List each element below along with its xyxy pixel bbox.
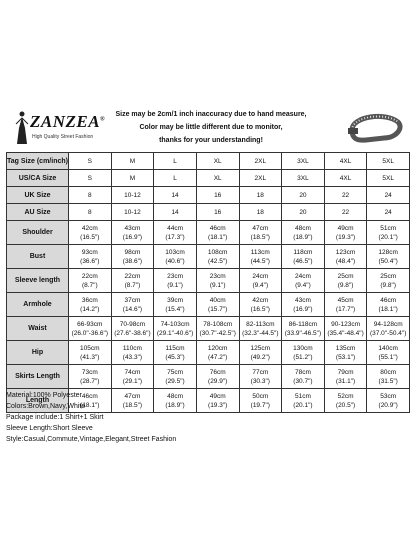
measure-cell xyxy=(239,341,282,365)
measure-cell xyxy=(239,245,282,269)
size-notice xyxy=(106,108,316,147)
measure-cell xyxy=(111,365,154,389)
cm-value: 46cm xyxy=(380,296,397,304)
measure-row xyxy=(7,245,410,269)
cm-value: 49cm xyxy=(209,392,226,400)
measure-cell xyxy=(282,317,325,341)
cm-value: 45cm xyxy=(337,296,354,304)
row-label: AU Size xyxy=(7,204,69,221)
inch-value: (30.7"-42.5") xyxy=(199,329,236,337)
measure-cell xyxy=(196,269,239,293)
cm-value: 23cm xyxy=(167,272,184,280)
cm-value: 82-113cm xyxy=(246,320,275,328)
material-text: Material:100% Polyester xyxy=(6,392,82,399)
measure-cell xyxy=(367,341,410,365)
inch-value: (18.5") xyxy=(250,233,270,241)
size-cell: 14 xyxy=(154,187,197,204)
cm-value: 78-108cm xyxy=(203,320,233,328)
cm-value: 51cm xyxy=(294,392,311,400)
header xyxy=(6,108,410,152)
measure-cell xyxy=(324,269,367,293)
inch-value: (32.3"-44.5") xyxy=(242,329,279,337)
measure-cell xyxy=(69,365,112,389)
inch-value: (9.4") xyxy=(252,281,269,289)
measure-cell xyxy=(111,221,154,245)
cm-value: 46cm xyxy=(81,392,98,400)
cm-value: 36cm xyxy=(81,296,98,304)
inch-value: (18.9") xyxy=(165,401,185,409)
measure-cell xyxy=(282,269,325,293)
inch-value: (45.3") xyxy=(165,353,185,361)
cm-value: 74-103cm xyxy=(160,320,190,328)
inch-value: (30.3") xyxy=(250,377,270,385)
size-cell: XL xyxy=(196,170,239,187)
measure-cell xyxy=(282,245,325,269)
inch-value: (27.6"-38.6") xyxy=(114,329,151,337)
size-cell: 22 xyxy=(324,187,367,204)
brand-logo xyxy=(12,110,106,150)
cm-value: 46cm xyxy=(209,224,226,232)
notice-line-1: Size may be 2cm/1 inch inaccuracy due to hand measure, xyxy=(115,111,307,118)
measure-cell xyxy=(154,269,197,293)
cm-value: 120cm xyxy=(207,344,228,352)
measure-row xyxy=(7,293,410,317)
measure-cell xyxy=(196,293,239,317)
cm-value: 98cm xyxy=(124,248,141,256)
size-cell: 24 xyxy=(367,187,410,204)
measure-cell xyxy=(154,221,197,245)
inch-value: (17.7") xyxy=(335,305,356,313)
measure-cell xyxy=(239,365,282,389)
measure-cell xyxy=(324,341,367,365)
measure-cell xyxy=(111,245,154,269)
measure-cell xyxy=(69,221,112,245)
cm-value: 25cm xyxy=(380,272,397,280)
measure-cell xyxy=(154,317,197,341)
measure-cell xyxy=(196,365,239,389)
measure-cell xyxy=(367,269,410,293)
measure-cell xyxy=(282,293,325,317)
row-label: Length xyxy=(7,389,69,413)
size-cell: 18 xyxy=(239,187,282,204)
product-info xyxy=(6,390,176,445)
inch-value: (15.4") xyxy=(165,305,185,313)
measure-cell xyxy=(367,317,410,341)
inch-value: (9.8") xyxy=(380,281,397,289)
inch-value: (18.1") xyxy=(80,401,100,409)
size-cell: 8 xyxy=(69,187,112,204)
size-cell: 10-12 xyxy=(111,204,154,221)
cm-value: 73cm xyxy=(81,368,98,376)
inch-value: (49.2") xyxy=(250,353,270,361)
size-cell: S xyxy=(69,170,112,187)
size-cell: 16 xyxy=(196,204,239,221)
cm-value: 108cm xyxy=(207,248,228,256)
measure-cell xyxy=(111,293,154,317)
measure-cell xyxy=(282,341,325,365)
row-label: Armhole xyxy=(7,293,69,317)
cm-value: 128cm xyxy=(378,248,398,256)
inch-value: (15.7") xyxy=(208,305,228,313)
inch-value: (29.5") xyxy=(165,377,185,385)
size-cell: M xyxy=(111,170,154,187)
inch-value: (18.1") xyxy=(208,233,228,241)
measure-cell xyxy=(367,365,410,389)
size-cell: XL xyxy=(196,153,239,170)
notice-line-2: Color may be little different due to monitor, xyxy=(139,124,283,131)
size-cell: 24 xyxy=(367,204,410,221)
inch-value: (29.1") xyxy=(122,377,143,385)
size-cell: 10-12 xyxy=(111,187,154,204)
measuring-tape-icon xyxy=(346,108,406,148)
cm-value: 70-98cm xyxy=(119,320,146,328)
inch-value: (20.5") xyxy=(335,401,356,409)
measure-cell xyxy=(324,293,367,317)
cm-value: 23cm xyxy=(209,272,226,280)
inch-value: (31.5") xyxy=(378,377,398,385)
cm-value: 125cm xyxy=(250,344,271,352)
inch-value: (18.5") xyxy=(122,401,143,409)
cm-value: 140cm xyxy=(378,344,398,352)
inch-value: (53.1") xyxy=(335,353,356,361)
inch-value: (16.5") xyxy=(250,305,270,313)
measure-cell xyxy=(324,317,367,341)
size-cell: 22 xyxy=(324,204,367,221)
cm-value: 66-93cm xyxy=(77,320,103,328)
measure-cell xyxy=(154,245,197,269)
size-cell: 20 xyxy=(282,187,325,204)
measure-cell xyxy=(111,269,154,293)
cm-value: 80cm xyxy=(380,368,397,376)
inch-value: (29.9") xyxy=(208,377,228,385)
measure-cell xyxy=(239,269,282,293)
size-cell: 16 xyxy=(196,187,239,204)
measure-cell xyxy=(111,317,154,341)
measure-row xyxy=(7,221,410,245)
cm-value: 39cm xyxy=(167,296,184,304)
inch-value: (33.9"-46.5") xyxy=(284,329,322,337)
measure-row xyxy=(7,341,410,365)
row-label: Waist xyxy=(7,317,69,341)
size-cell: 4XL xyxy=(324,170,367,187)
size-cell: L xyxy=(154,153,197,170)
cm-value: 113cm xyxy=(250,248,270,256)
measure-cell xyxy=(324,389,367,413)
cm-value: 47cm xyxy=(124,392,141,400)
cm-value: 123cm xyxy=(335,248,356,256)
measure-cell xyxy=(69,269,112,293)
inch-value: (9.1") xyxy=(167,281,183,289)
inch-value: (51.2") xyxy=(293,353,313,361)
inch-value: (40.6") xyxy=(165,257,185,265)
inch-value: (42.5") xyxy=(208,257,228,265)
brand-name: ZANZEA® xyxy=(30,112,106,131)
inch-value: (44.5") xyxy=(250,257,270,265)
inch-value: (41.3") xyxy=(80,353,100,361)
inch-value: (9.4") xyxy=(295,281,311,289)
inch-value: (17.3") xyxy=(165,233,185,241)
size-chart-table xyxy=(6,152,410,413)
row-label: Shoulder xyxy=(7,221,69,245)
cm-value: 51cm xyxy=(380,224,397,232)
cm-value: 44cm xyxy=(167,224,184,232)
measure-cell xyxy=(367,389,410,413)
row-label: Tag Size (cm/inch) xyxy=(7,153,69,170)
size-header-row xyxy=(7,170,410,187)
measure-cell xyxy=(69,245,112,269)
inch-value: (19.3") xyxy=(335,233,356,241)
cm-value: 74cm xyxy=(124,368,141,376)
inch-value: (43.3") xyxy=(122,353,143,361)
size-cell: 14 xyxy=(154,204,197,221)
measure-cell xyxy=(69,317,112,341)
inch-value: (28.7") xyxy=(80,377,100,385)
cm-value: 118cm xyxy=(293,248,313,256)
measure-cell xyxy=(196,389,239,413)
row-label: Bust xyxy=(7,245,69,269)
inch-value: (30.7") xyxy=(293,377,313,385)
inch-value: (38.6") xyxy=(122,257,143,265)
cm-value: 105cm xyxy=(80,344,100,352)
row-label: Skirts Length xyxy=(7,365,69,389)
inch-value: (14.2") xyxy=(80,305,100,313)
cm-value: 75cm xyxy=(167,368,184,376)
cm-value: 50cm xyxy=(252,392,269,400)
inch-value: (50.4") xyxy=(378,257,398,265)
inch-value: (35.4"-48.4") xyxy=(327,329,364,337)
row-label: US/CA Size xyxy=(7,170,69,187)
measure-row xyxy=(7,317,410,341)
cm-value: 40cm xyxy=(209,296,226,304)
size-cell: 2XL xyxy=(239,170,282,187)
cm-value: 43cm xyxy=(294,296,311,304)
inch-value: (26.0"-36.6") xyxy=(71,329,109,337)
cm-value: 24cm xyxy=(294,272,311,280)
inch-value: (9.1") xyxy=(209,281,226,289)
cm-value: 49cm xyxy=(337,224,354,232)
cm-value: 93cm xyxy=(81,248,98,256)
size-cell: 3XL xyxy=(282,170,325,187)
cm-value: 115cm xyxy=(165,344,185,352)
cm-value: 130cm xyxy=(293,344,313,352)
inch-value: (46.5") xyxy=(293,257,313,265)
measure-row xyxy=(7,365,410,389)
cm-value: 48cm xyxy=(294,224,311,232)
row-label: Sleeve length xyxy=(7,269,69,293)
row-label: Hip xyxy=(7,341,69,365)
style-text: Style:Casual,Commute,Vintage,Elegant,Street Fashion xyxy=(6,436,177,443)
measure-cell xyxy=(367,245,410,269)
size-cell: 5XL xyxy=(367,170,410,187)
size-cell: 8 xyxy=(69,204,112,221)
size-cell: 5XL xyxy=(367,153,410,170)
measure-cell xyxy=(154,293,197,317)
inch-value: (48.4") xyxy=(335,257,356,265)
size-cell: M xyxy=(111,153,154,170)
measure-cell xyxy=(282,221,325,245)
cm-value: 94-128cm xyxy=(373,320,403,328)
inch-value: (18.9") xyxy=(293,233,313,241)
colors-text: Colors:Brown,Navy,White xyxy=(6,403,86,410)
cm-value: 37cm xyxy=(124,296,141,304)
cm-value: 78cm xyxy=(294,368,311,376)
size-cell: 18 xyxy=(239,204,282,221)
measure-cell xyxy=(239,317,282,341)
cm-value: 76cm xyxy=(209,368,226,376)
cm-value: 79cm xyxy=(337,368,354,376)
measure-cell xyxy=(69,341,112,365)
size-cell: 3XL xyxy=(282,153,325,170)
inch-value: (36.6") xyxy=(80,257,100,265)
cm-value: 77cm xyxy=(252,368,269,376)
inch-value: (37.0"-50.4") xyxy=(369,329,407,337)
inch-value: (16.9") xyxy=(122,233,143,241)
brand-tagline: High Quality Street Fashion xyxy=(32,134,94,140)
inch-value: (16.9") xyxy=(293,305,313,313)
cm-value: 110cm xyxy=(122,344,142,352)
inch-value: (47.2") xyxy=(208,353,228,361)
cm-value: 24cm xyxy=(252,272,269,280)
row-label: UK Size xyxy=(7,187,69,204)
measure-cell xyxy=(282,365,325,389)
measure-cell xyxy=(367,293,410,317)
cm-value: 42cm xyxy=(81,224,98,232)
measure-cell xyxy=(324,365,367,389)
measure-cell xyxy=(324,221,367,245)
cm-value: 52cm xyxy=(337,392,354,400)
inch-value: (9.8") xyxy=(337,281,354,289)
cm-value: 47cm xyxy=(252,224,269,232)
inch-value: (19.7") xyxy=(250,401,270,409)
cm-value: 22cm xyxy=(81,272,98,280)
measure-cell xyxy=(196,341,239,365)
inch-value: (14.6") xyxy=(122,305,143,313)
inch-value: (31.1") xyxy=(335,377,356,385)
inch-value: (8.7") xyxy=(81,281,98,289)
cm-value: 103cm xyxy=(165,248,185,256)
size-cell: S xyxy=(69,153,112,170)
inch-value: (20.1") xyxy=(293,401,313,409)
fashion-figure-icon xyxy=(14,110,30,146)
inch-value: (20.9") xyxy=(378,401,398,409)
inch-value: (29.1"-40.6") xyxy=(156,329,194,337)
cm-value: 86-118cm xyxy=(288,320,318,328)
size-cell: L xyxy=(154,170,197,187)
sleeve-length-text: Sleeve Length:Short Sleeve xyxy=(6,425,93,432)
measure-cell xyxy=(367,221,410,245)
cm-value: 42cm xyxy=(252,296,269,304)
size-cell: 4XL xyxy=(324,153,367,170)
cm-value: 135cm xyxy=(335,344,356,352)
measure-row xyxy=(7,269,410,293)
cm-value: 53cm xyxy=(380,392,397,400)
measure-cell xyxy=(196,245,239,269)
cm-value: 25cm xyxy=(337,272,354,280)
measure-cell xyxy=(239,221,282,245)
inch-value: (19.3") xyxy=(208,401,228,409)
measure-cell xyxy=(196,221,239,245)
measure-cell xyxy=(196,317,239,341)
inch-value: (55.1") xyxy=(378,353,398,361)
measure-cell xyxy=(69,293,112,317)
measure-cell xyxy=(154,341,197,365)
size-cell: 20 xyxy=(282,204,325,221)
inch-value: (16.5") xyxy=(80,233,100,241)
inch-value: (20.1") xyxy=(378,233,398,241)
measure-cell xyxy=(282,389,325,413)
size-cell: 2XL xyxy=(239,153,282,170)
measure-cell xyxy=(324,245,367,269)
measure-cell xyxy=(239,293,282,317)
size-header-row xyxy=(7,204,410,221)
notice-line-3: thanks for your understanding! xyxy=(159,137,263,144)
package-text: Package include:1 Shirt+1 Skirt xyxy=(6,414,104,421)
cm-value: 22cm xyxy=(124,272,141,280)
cm-value: 90-123cm xyxy=(331,320,361,328)
inch-value: (18.1") xyxy=(378,305,398,313)
measure-cell xyxy=(239,389,282,413)
cm-value: 48cm xyxy=(167,392,184,400)
size-header-row xyxy=(7,187,410,204)
size-header-row xyxy=(7,153,410,170)
measure-cell xyxy=(154,365,197,389)
cm-value: 43cm xyxy=(124,224,141,232)
measure-cell xyxy=(111,341,154,365)
inch-value: (8.7") xyxy=(124,281,141,289)
